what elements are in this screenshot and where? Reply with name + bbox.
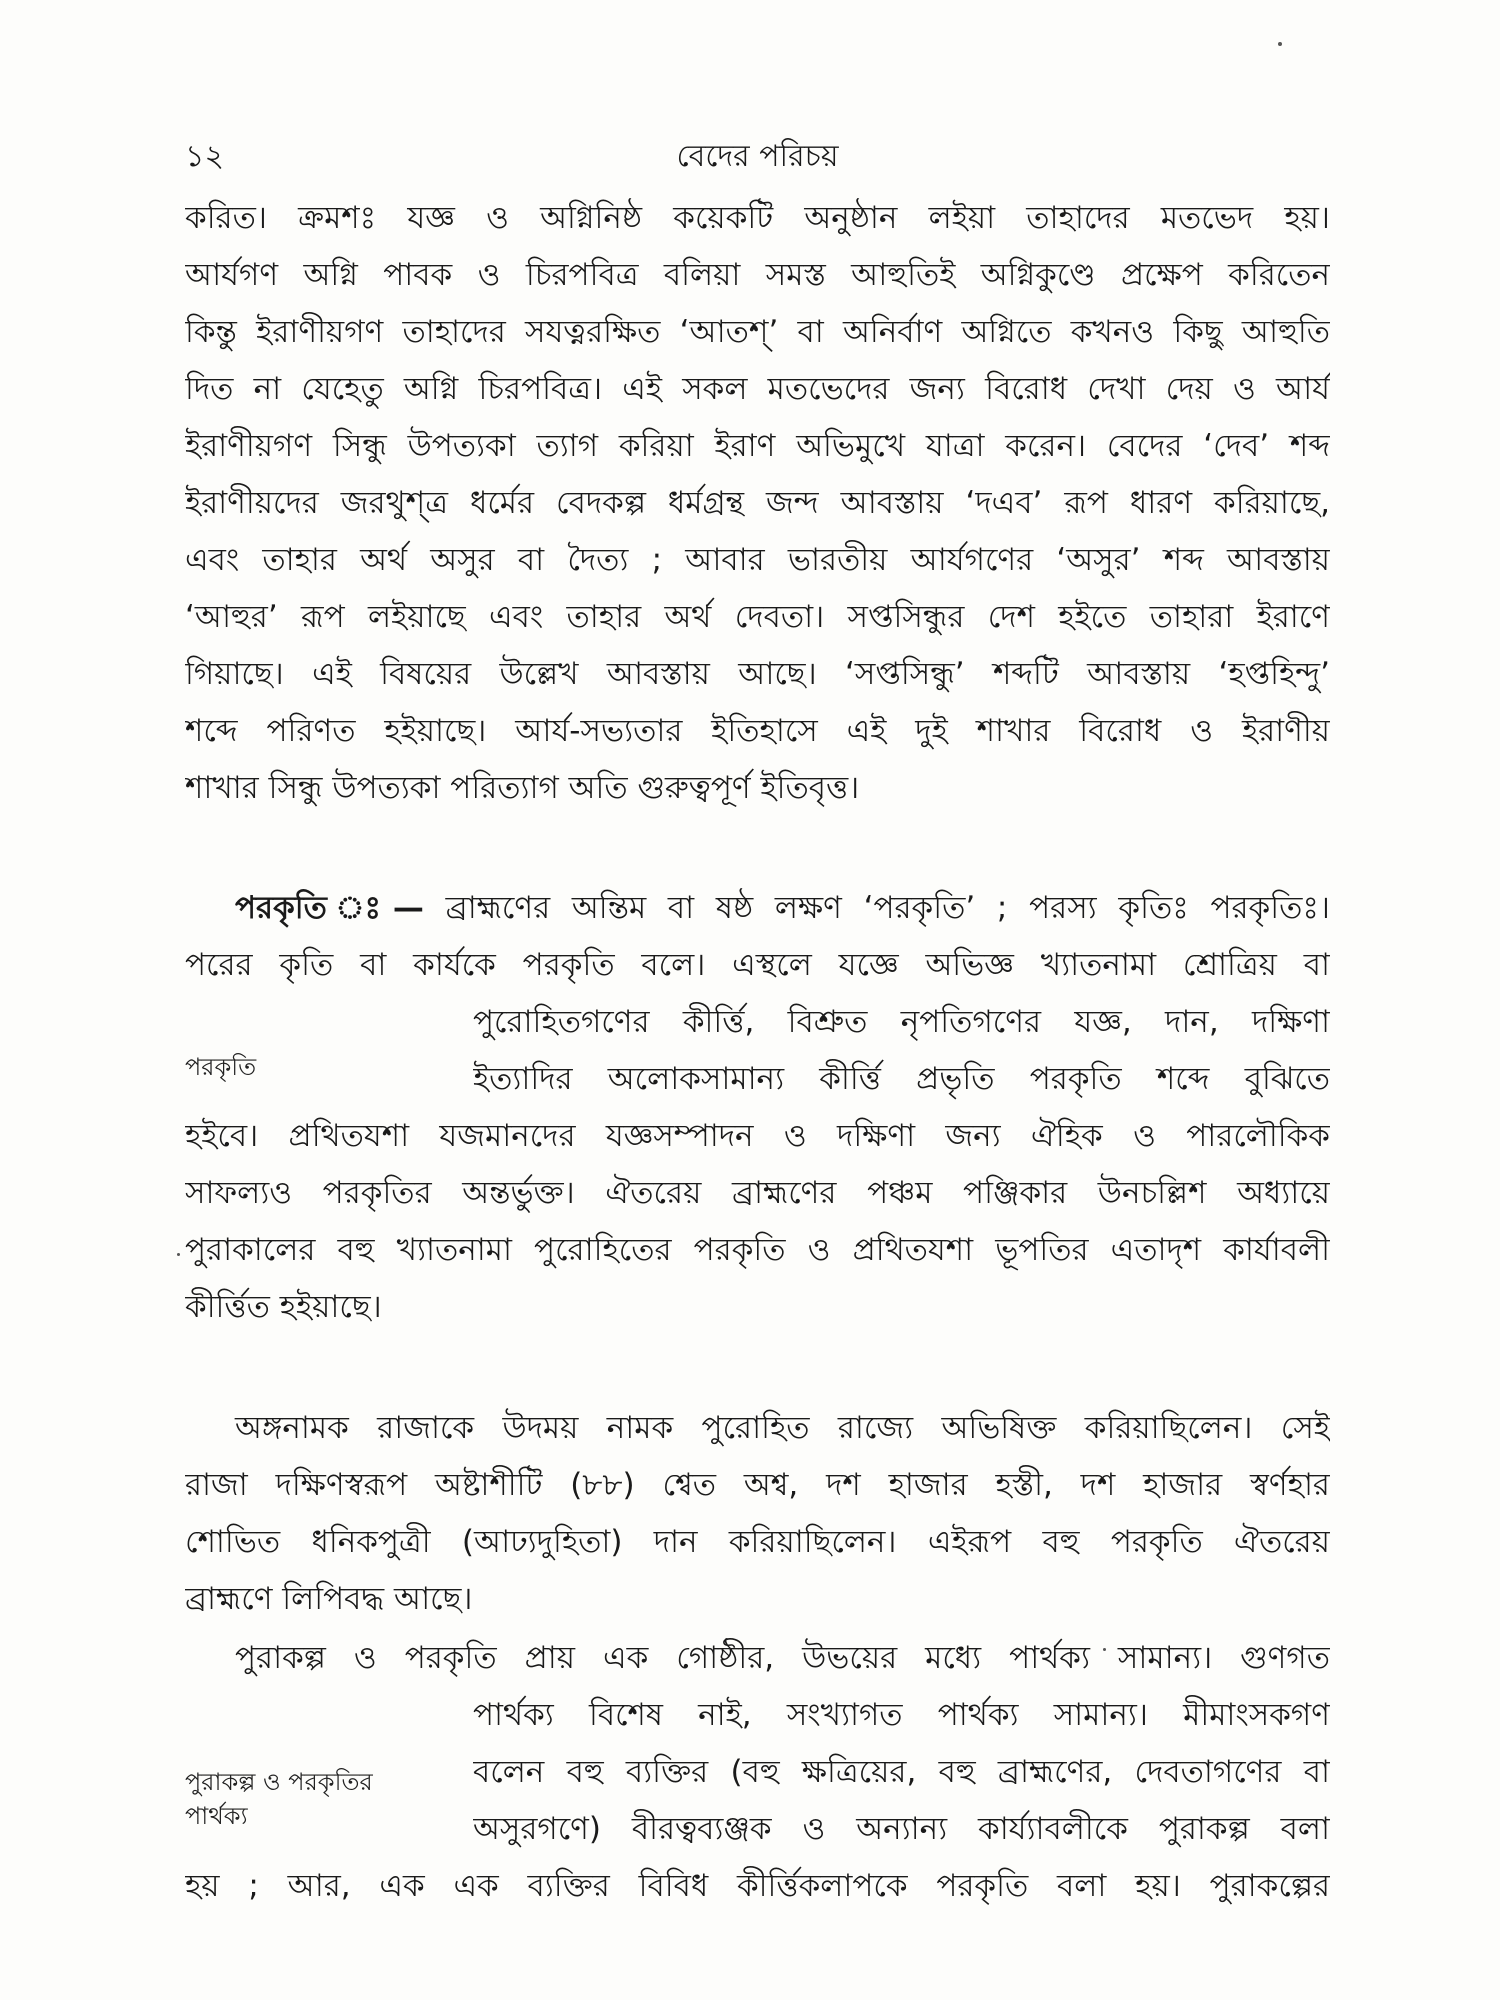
text-line: ইত্যাদির অলোকসামান্য কীর্ত্তি প্রভৃতি পরকৃতি শব্দে বুঝিতে <box>473 1061 1330 1097</box>
text-line: শাখার সিন্ধু উপত্যকা পরিত্যাগ অতি গুরুত্বপূর্ণ ইতিবৃত্ত। <box>185 770 860 806</box>
heading-line-rest: ব্রাহ্মণের অন্তিম বা ষষ্ঠ লক্ষণ ‘পরকৃতি’ ; পরস্য কৃতিঃ পরকৃতিঃ। <box>445 890 1330 926</box>
text-line: ‘আহুর’ রূপ লইয়াছে এবং তাহার অর্থ দেবতা। সপ্তসিন্ধুর দেশ হইতে তাহারা ইরাণে <box>185 599 1330 635</box>
text-line: কিন্তু ইরাণীয়গণ তাহাদের সযত্নরক্ষিত ‘আতশ্’ বা অনির্বাণ অগ্নিতে কখনও কিছু আহুতি <box>185 314 1330 350</box>
text-line: পুরাকল্প ও পরকৃতি প্রায় এক গোষ্ঠীর, উভয়ের মধ্যে পার্থক্য সামান্য। গুণগত <box>235 1640 1330 1676</box>
paragraph-anga-king <box>185 1400 1330 1628</box>
text-line: শব্দে পরিণত হইয়াছে। আর্য-সভ্যতার ইতিহাসে এই দুই শাখার বিরোধ ও ইরাণীয় <box>185 713 1330 749</box>
paragraph-aryan-iranian-split <box>185 190 1330 817</box>
margin-note-purakalpa <box>185 1765 373 1833</box>
text-line: ইরাণীয়গণ সিন্ধু উপত্যকা ত্যাগ করিয়া ইরাণ অভিমুখে যাত্রা করেন। বেদের ‘দেব’ শব্দ <box>185 428 1330 464</box>
scan-speck <box>177 1253 180 1256</box>
paragraph-parakriti <box>185 880 1330 1336</box>
text-line: হয় ; আর, এক এক ব্যক্তির বিবিধ কীর্ত্তিকলাপকে পরকৃতি বলা হয়। পুরাকল্পের <box>185 1868 1330 1904</box>
text-line: শোভিত ধনিকপুত্রী (আঢ্যদুহিতা) দান করিয়াছিলেন। এইরূপ বহু পরকৃতি ঐতরেয় <box>185 1524 1330 1560</box>
text-line: বলেন বহু ব্যক্তির (বহু ক্ষত্রিয়ের, বহু ব্রাহ্মণের, দেবতাগণের বা <box>473 1754 1330 1790</box>
text-line: পুরাকালের বহু খ্যাতনামা পুরোহিতের পরকৃতি ও প্রথিতযশা ভূপতির এতাদৃশ কার্যাবলী <box>185 1232 1330 1268</box>
section-heading-parakriti: পরকৃতি ঃ— <box>235 890 424 926</box>
text-line: রাজা দক্ষিণস্বরূপ অষ্টাশীটি (৮৮) শ্বেত অশ্ব, দশ হাজার হস্তী, দশ হাজার স্বর্ণহার <box>185 1467 1330 1503</box>
margin-note-line: পার্থক্য <box>185 1802 248 1830</box>
text-line: দিত না যেহেতু অগ্নি চিরপবিত্র। এই সকল মতভেদের জন্য বিরোধ দেখা দেয় ও আর্য <box>185 371 1330 407</box>
page-header <box>185 132 1330 182</box>
text-line: করিত। ক্রমশঃ যজ্ঞ ও অগ্নিনিষ্ঠ কয়েকটি অনুষ্ঠান লইয়া তাহাদের মতভেদ হয়। <box>185 200 1330 236</box>
text-line: গিয়াছে। এই বিষয়ের উল্লেখ আবস্তায় আছে। ‘সপ্তসিন্ধু’ শব্দটি আবস্তায় ‘হপ্তহিন্দু’ <box>185 656 1330 692</box>
page-number: ১২ <box>185 139 224 174</box>
text-line: অসুরগণে) বীরত্বব্যঞ্জক ও অন্যান্য কার্য্যাবলীকে পুরাকল্প বলা <box>473 1811 1330 1847</box>
text-line: আর্যগণ অগ্নি পাবক ও চিরপবিত্র বলিয়া সমস্ত আহুতিই অগ্নিকুণ্ডে প্রক্ষেপ করিতেন <box>185 257 1330 293</box>
text-line: পুরোহিতগণের কীর্ত্তি, বিশ্রুত নৃপতিগণের যজ্ঞ, দান, দক্ষিণা <box>473 1004 1330 1040</box>
text-line: কীর্ত্তিত হইয়াছে। <box>185 1289 382 1325</box>
text-line <box>185 880 1330 937</box>
text-line: ব্রাহ্মণে লিপিবদ্ধ আছে। <box>185 1581 473 1617</box>
scan-speck <box>1278 42 1282 46</box>
text-line: পরের কৃতি বা কার্যকে পরকৃতি বলে। এস্থলে যজ্ঞে অভিজ্ঞ খ্যাতনামা শ্রোত্রিয় বা <box>185 947 1330 983</box>
margin-note-line: পুরাকল্প ও পরকৃতির <box>185 1768 373 1796</box>
margin-note-parakriti: পরকৃতি <box>185 1053 257 1081</box>
text-line: ইরাণীয়দের জরথুশ্ত্র ধর্মের বেদকল্প ধর্মগ্রন্থ জন্দ আবস্তায় ‘দএব’ রূপ ধারণ করিয়াছে, <box>185 485 1330 521</box>
running-title: বেদের পরিচয় <box>676 139 839 174</box>
text-line: এবং তাহার অর্থ অসুর বা দৈত্য ; আবার ভারতীয় আর্যগণের ‘অসুর’ শব্দ আবস্তায় <box>185 542 1330 578</box>
text-line: অঙ্গনামক রাজাকে উদময় নামক পুরোহিত রাজ্যে অভিষিক্ত করিয়াছিলেন। সেই <box>235 1410 1330 1446</box>
text-line: সাফল্যও পরকৃতির অন্তর্ভুক্ত। ঐতরেয় ব্রাহ্মণের পঞ্চম পঞ্জিকার উনচল্লিশ অধ্যায়ে <box>185 1175 1330 1211</box>
text-line: পার্থক্য বিশেষ নাই, সংখ্যাগত পার্থক্য সামান্য। মীমাংসকগণ <box>473 1697 1330 1733</box>
text-line: হইবে। প্রথিতযশা যজমানদের যজ্ঞসম্পাদন ও দক্ষিণা জন্য ঐহিক ও পারলৌকিক <box>185 1118 1330 1154</box>
